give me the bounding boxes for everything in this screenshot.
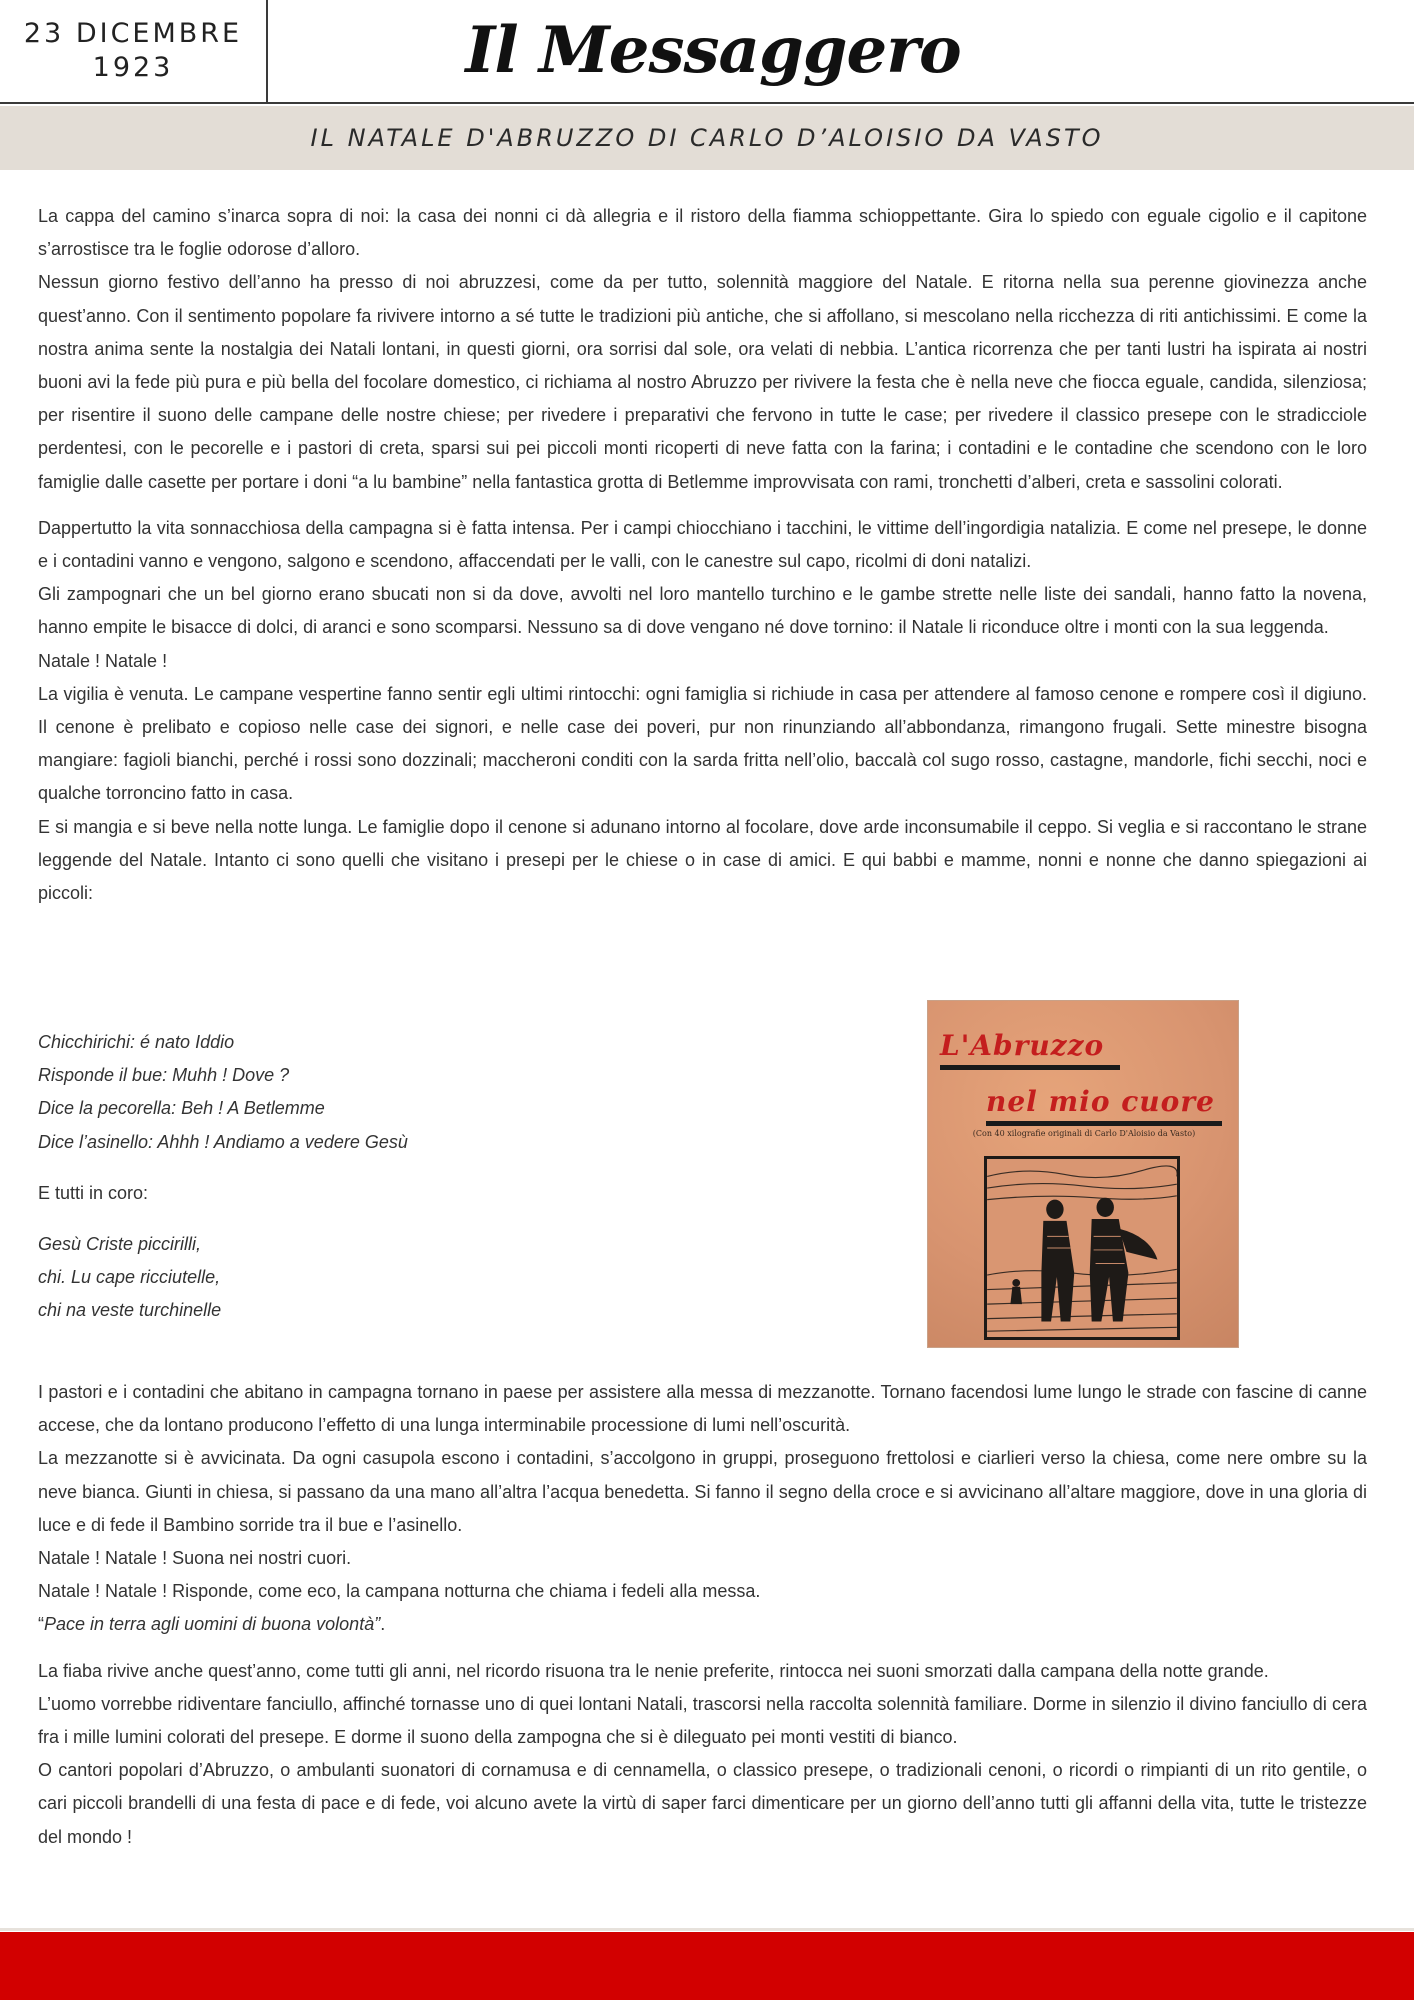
chorus-line: chi. Lu cape ricciutelle, <box>38 1267 221 1288</box>
poem-line: Dice la pecorella: Beh ! A Betlemme <box>38 1098 325 1119</box>
paragraph: Nessun giorno festivo dell’anno ha presso di noi abruzzesi, come da per tutto, solennità maggiore del Natale. E ritorna nella sua perenne giovinezza anche quest’anno. Con il sentimento popolare fa rivivere intorno a sé tutte le tradizioni più antiche, che si affollano, si mescolano nella ricchezza di riti antichissimi. E come la nostra anima sente la nostalgia dei Natali lontani, in questi giorni, ora sorrisi dal sole, ora velati di nebbia. L’antica ricorrenza che per tanti lustri ha ispirata ai nostri buoni avi la fede più pura e più bella del focolare domestico, ci richiama al nostro Abruzzo per rivivere la festa che è nella neve che fiocca eguale, candida, silenziosa; per risentire il suono delle campane delle nostre chiese; per rivedere i preparativi che fervono in tutte le case; per rivedere il classico presepe con le stradicciole perdentesi, con le pecorelle e i pastori di creta, sparsi sui pei piccoli monti ricoperti di neve fatta con la farina; i contadini e le contadine che scendono con le loro famiglie dalle casette per portare i doni “a lu bambine” nella fantastica grotta di Betlemme improvvisata con rami, tronchetti d’alberi, creta e sassolini colorati. <box>38 272 1367 492</box>
quote-close: . <box>380 1614 386 1635</box>
cover-underline <box>940 1065 1120 1070</box>
paragraph: I pastori e i contadini che abitano in campagna tornano in paese per assistere alla messa di mezzanotte. Tornano facendosi lume lungo le strade con fascine di canne accese, che da lontano producono l’effetto di una lunga interminabile processione di lumi nell’oscurità. <box>38 1382 1367 1436</box>
woodcut-illustration <box>984 1156 1180 1340</box>
paragraph: La fiaba rivive anche quest’anno, come tutti gli anni, nel ricordo risuona tra le nenie preferite, rintocca nei suoni smorzati dalla campana della notte grande. <box>38 1660 1269 1681</box>
paragraph: O cantori popolari d’Abruzzo, o ambulanti suonatori di cornamusa e di cennamella, o classico presepe, o tradizionali cenoni, o ricordi o rimpianti di un rito gentile, o cari piccoli brandelli di una festa di pace e di fede, voi alcuno avete la virtù di saper farci dimenticare per un giorno dell’anno tutti gli affanni della vita, tutte le tristezze del mondo ! <box>38 1760 1367 1847</box>
cover-subtitle: (Con 40 xilografie originali di Carlo D'Aloisio da Vasto) <box>972 1129 1196 1138</box>
paragraph: L’uomo vorrebbe ridiventare fanciullo, affinché tornasse uno di quei lontani Natali, trascorsi nella raccolta solennità familiare. Dorme in silenzio il divino fanciullo di cera fra i mille lumini colorati del presepe. E dorme il suono della zampogna che si è dileguato pei monti vestiti di bianco. <box>38 1693 1367 1748</box>
footer-divider <box>0 1928 1414 1931</box>
chorus-line: chi na veste turchinelle <box>38 1300 222 1321</box>
article-body-continued <box>38 1376 1367 1854</box>
newspaper-title: Il Messaggero <box>465 13 961 88</box>
poem-line: Chicchirichi: é nato Iddio <box>38 1032 235 1052</box>
paragraph: Gli zampognari che un bel giorno erano sbucati non si da dove, avvolti nel loro mantello turchino e le gambe strette nelle liste dei sandali, hanno fatto la novena, hanno empite le bisacce di dolci, di aranci e sono scomparsi. Nessuno sa di dove vengano né dove tornino: il Natale li riconduce oltre i monti con la sua leggenda. <box>38 584 1367 638</box>
quote-text: Pace in terra agli uomini di buona volontà” <box>44 1614 381 1635</box>
cover-underline <box>986 1121 1222 1126</box>
chorus-intro: E tutti in coro: <box>38 1182 149 1203</box>
date-day-month: 23 DICEMBRE <box>23 18 243 49</box>
poem-line: Risponde il bue: Muhh ! Dove ? <box>38 1065 290 1086</box>
paragraph: E si mangia e si beve nella notte lunga. Le famiglie dopo il cenone si adunano intorno al focolare, dove arde inconsumabile il ceppo. Si veglia e si raccontano le strane leggende del Natale. Intanto ci sono quelli che visitano i presepi per le chiese o in case di amici. E qui babbi e mamme, nonni e nonne che danno spiegazioni ai piccoli: <box>38 816 1367 904</box>
article-body <box>38 200 1367 910</box>
paragraph: Dappertutto la vita sonnacchiosa della campagna si è fatta intensa. Per i campi chiocchiano i tacchini, le vittime dell’ingordigia natalizia. E come nel presepe, le donne e i contadini vanno e vengono, salgono e scendono, affaccendati per le valli, con le canestre sul capo, ricolmi di doni natalizi. <box>38 517 1367 572</box>
paragraph: La vigilia è venuta. Le campane vespertine fanno sentir egli ultimi rintocchi: ogni famiglia si richiude in casa per attendere al famoso cenone e rompere così il digiuno. Il cenone è prelibato e copioso nelle case dei signori, e nelle case dei poveri, pur non rinunziando all’abbondanza, rimangono frugali. Sette minestre bisogna mangiare: fagioli bianchi, perché i rossi sono dozzinali; maccheroni conditi con la sarda fritta nell’olio, baccalà col sugo rosso, castagne, mandorle, fichi secchi, noci e qualche torroncino fatto in casa. <box>38 683 1367 804</box>
masthead <box>0 0 1414 104</box>
date-box <box>0 0 268 102</box>
chorus-line: Gesù Criste piccirilli, <box>38 1234 202 1255</box>
quote-open: “ <box>38 1614 44 1635</box>
paragraph: Natale ! Natale ! <box>38 650 168 671</box>
poem-line: Dice l’asinello: Ahhh ! Andiamo a vedere Gesù <box>38 1131 408 1152</box>
paragraph: Natale ! Natale ! Suona nei nostri cuori. <box>38 1548 352 1569</box>
cover-title: L'Abruzzo <box>940 1029 1105 1062</box>
cover-title: nel mio cuore <box>986 1085 1215 1118</box>
date-year: 1923 <box>92 52 174 83</box>
quote-paragraph <box>38 1608 1367 1641</box>
book-cover-image <box>927 1000 1239 1348</box>
article-headline: IL NATALE D'ABRUZZO DI CARLO D’ALOISIO DA VASTO <box>0 106 1414 170</box>
paragraph: Natale ! Natale ! Risponde, come eco, la campana notturna che chiama i fedeli alla messa. <box>38 1581 761 1602</box>
paragraph: La mezzanotte si è avvicinata. Da ogni casupola escono i contadini, s’accolgono in gruppi, proseguono frettolosi e ciarlieri verso la chiesa, come nere ombre su la neve bianca. Giunti in chiesa, si passano da una mano all’altra l’acqua benedetta. Si fanno il segno della croce e si avvicinano all’altare maggiore, dove in una gloria di luce e di fede il Bambino sorride tra il bue e l’asinello. <box>38 1448 1367 1535</box>
footer-bar <box>0 1932 1414 2000</box>
poem-section <box>38 1026 658 1328</box>
paragraph: La cappa del camino s’inarca sopra di noi: la casa dei nonni ci dà allegria e il ristoro della fiamma schioppettante. Gira lo spiedo con eguale cigolio e il capitone s’arrostisce tra le foglie odorose d’alloro. <box>38 206 1367 260</box>
